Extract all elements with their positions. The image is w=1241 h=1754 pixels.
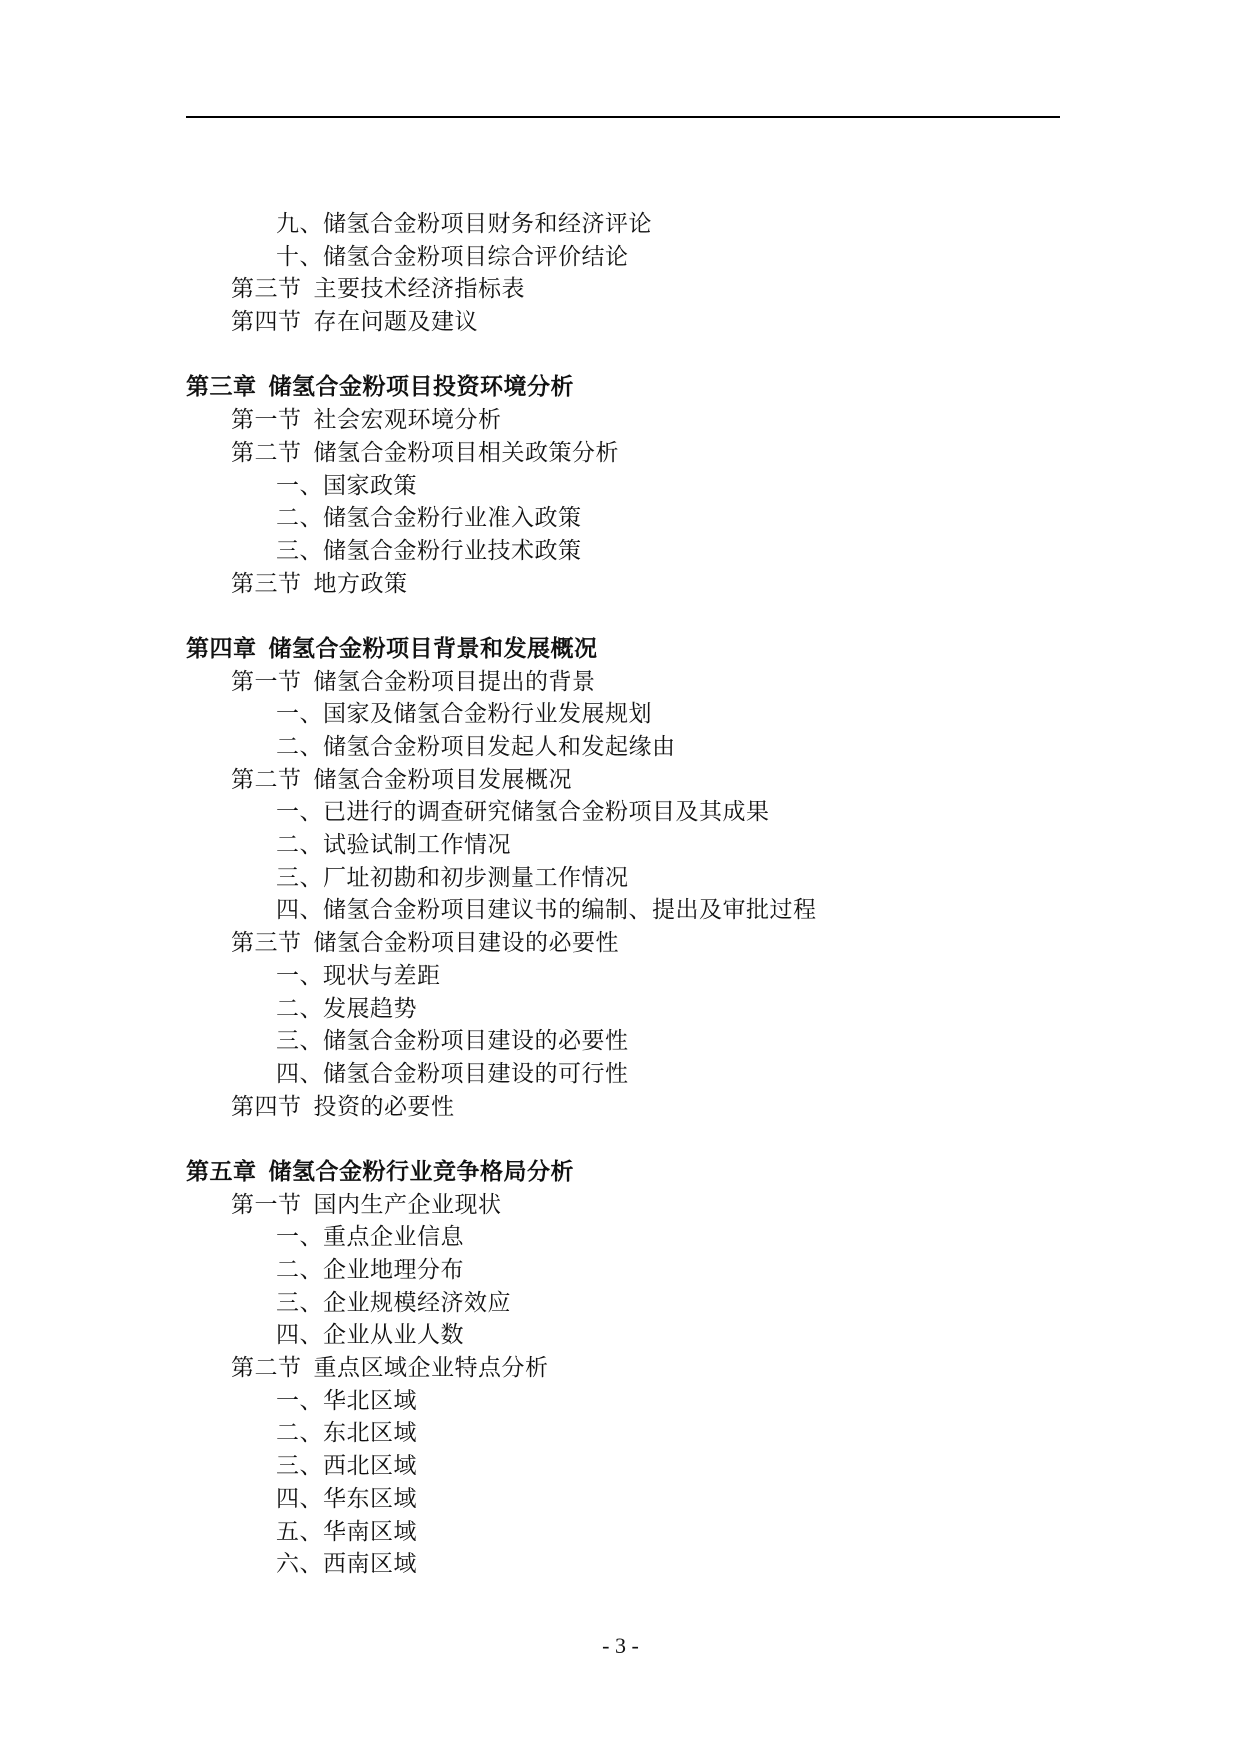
toc-section-number: 第三节 — [231, 570, 302, 597]
toc-item-title: 三、厂址初勘和初步测量工作情况 — [276, 864, 629, 891]
toc-chapter-number: 第五章 — [186, 1157, 257, 1185]
toc-chapter-number: 第三章 — [186, 373, 257, 401]
toc-item — [186, 829, 1060, 862]
toc-section-title: 地方政策 — [313, 570, 408, 597]
toc-item — [186, 1417, 1060, 1450]
toc-gap — [186, 600, 1060, 633]
toc-item-title: 四、企业从业人数 — [276, 1322, 464, 1349]
toc-item — [186, 1025, 1060, 1058]
toc-chapter-number: 第四章 — [186, 634, 257, 662]
toc-item — [186, 862, 1060, 895]
toc-section-number: 第四节 — [231, 309, 302, 336]
toc-chapter-title: 储氢合金粉项目背景和发展概况 — [268, 634, 598, 662]
toc-item — [186, 241, 1060, 274]
toc-item-title: 二、发展趋势 — [276, 995, 417, 1022]
toc-section — [186, 404, 1060, 437]
toc-item — [186, 1058, 1060, 1091]
toc-section — [186, 1189, 1060, 1222]
toc-item — [186, 1548, 1060, 1581]
toc-item — [186, 1385, 1060, 1418]
toc-section-title: 重点区域企业特点分析 — [313, 1355, 549, 1382]
toc-section-number: 第一节 — [231, 1191, 302, 1218]
toc-item — [186, 208, 1060, 241]
toc-section-number: 第二节 — [231, 1355, 302, 1382]
toc-item — [186, 535, 1060, 568]
toc-item — [186, 470, 1060, 503]
toc-item — [186, 502, 1060, 535]
toc-item-title: 二、试验试制工作情况 — [276, 832, 511, 859]
toc-item-title: 九、储氢合金粉项目财务和经济评论 — [276, 211, 652, 237]
toc-section-number: 第四节 — [231, 1093, 302, 1120]
toc-section-number: 第一节 — [231, 668, 302, 695]
toc-item — [186, 1516, 1060, 1549]
page-number: - 3 - — [602, 1633, 639, 1658]
toc-section-number: 第三节 — [231, 930, 302, 957]
toc-item-title: 四、储氢合金粉项目建设的可行性 — [276, 1060, 629, 1087]
toc-item-title: 五、华南区域 — [276, 1518, 417, 1545]
toc-section-number: 第三节 — [231, 276, 302, 303]
toc-section-title: 主要技术经济指标表 — [313, 276, 525, 303]
toc-section-title: 储氢合金粉项目发展概况 — [313, 766, 572, 793]
toc-section-title: 储氢合金粉项目建设的必要性 — [313, 930, 619, 957]
toc-item — [186, 731, 1060, 764]
toc-item — [186, 1221, 1060, 1254]
toc-section — [186, 764, 1060, 797]
toc-gap — [186, 339, 1060, 372]
toc-section-number: 第一节 — [231, 407, 302, 434]
toc-item — [186, 796, 1060, 829]
toc-item — [186, 1319, 1060, 1352]
toc-item — [186, 993, 1060, 1026]
toc-chapter-title: 储氢合金粉项目投资环境分析 — [268, 373, 574, 401]
toc-item-title: 六、西南区域 — [276, 1551, 417, 1578]
toc-item-title: 二、储氢合金粉项目发起人和发起缘由 — [276, 734, 676, 760]
table-of-contents — [186, 208, 1060, 1581]
toc-section-title: 国内生产企业现状 — [313, 1191, 502, 1218]
toc-item-title: 三、西北区域 — [276, 1453, 417, 1480]
toc-section-title: 储氢合金粉项目相关政策分析 — [313, 439, 619, 466]
toc-section-number: 第二节 — [231, 439, 302, 466]
toc-item-title: 三、储氢合金粉项目建设的必要性 — [276, 1028, 629, 1055]
toc-section-title: 社会宏观环境分析 — [313, 407, 502, 434]
toc-item-title: 一、国家及储氢合金粉行业发展规划 — [276, 701, 652, 728]
toc-section-title: 储氢合金粉项目提出的背景 — [313, 668, 596, 695]
toc-section — [186, 666, 1060, 699]
toc-item-title: 一、华北区域 — [276, 1387, 417, 1414]
toc-item-title: 三、企业规模经济效应 — [276, 1289, 511, 1316]
toc-item-title: 二、企业地理分布 — [276, 1257, 464, 1283]
toc-item-title: 四、华东区域 — [276, 1485, 417, 1512]
toc-chapter — [186, 633, 1060, 666]
toc-section — [186, 568, 1060, 601]
toc-item — [186, 960, 1060, 993]
toc-section-title: 存在问题及建议 — [313, 309, 478, 336]
toc-section — [186, 927, 1060, 960]
toc-item — [186, 894, 1060, 927]
toc-item-title: 二、储氢合金粉行业准入政策 — [276, 505, 582, 532]
toc-section — [186, 1352, 1060, 1385]
toc-item-title: 二、东北区域 — [276, 1420, 417, 1447]
toc-item — [186, 1483, 1060, 1516]
toc-chapter — [186, 1156, 1060, 1189]
toc-section — [186, 273, 1060, 306]
toc-item — [186, 698, 1060, 731]
toc-item — [186, 1287, 1060, 1320]
toc-item — [186, 1254, 1060, 1287]
toc-item-title: 一、已进行的调查研究储氢合金粉项目及其成果 — [276, 799, 770, 826]
toc-section — [186, 306, 1060, 339]
toc-item-title: 一、重点企业信息 — [276, 1224, 464, 1251]
toc-chapter-title: 储氢合金粉行业竞争格局分析 — [268, 1157, 574, 1185]
toc-chapter — [186, 371, 1060, 404]
toc-section — [186, 437, 1060, 470]
toc-item-title: 一、现状与差距 — [276, 962, 441, 989]
toc-item-title: 十、储氢合金粉项目综合评价结论 — [276, 243, 629, 270]
toc-section-number: 第二节 — [231, 766, 302, 793]
toc-item-title: 四、储氢合金粉项目建议书的编制、提出及审批过程 — [276, 897, 817, 924]
header-rule — [186, 116, 1060, 118]
toc-item-title: 一、国家政策 — [276, 472, 417, 499]
toc-item-title: 三、储氢合金粉行业技术政策 — [276, 537, 582, 564]
toc-section-title: 投资的必要性 — [313, 1093, 455, 1120]
toc-item — [186, 1450, 1060, 1483]
toc-gap — [186, 1123, 1060, 1156]
toc-section — [186, 1091, 1060, 1124]
